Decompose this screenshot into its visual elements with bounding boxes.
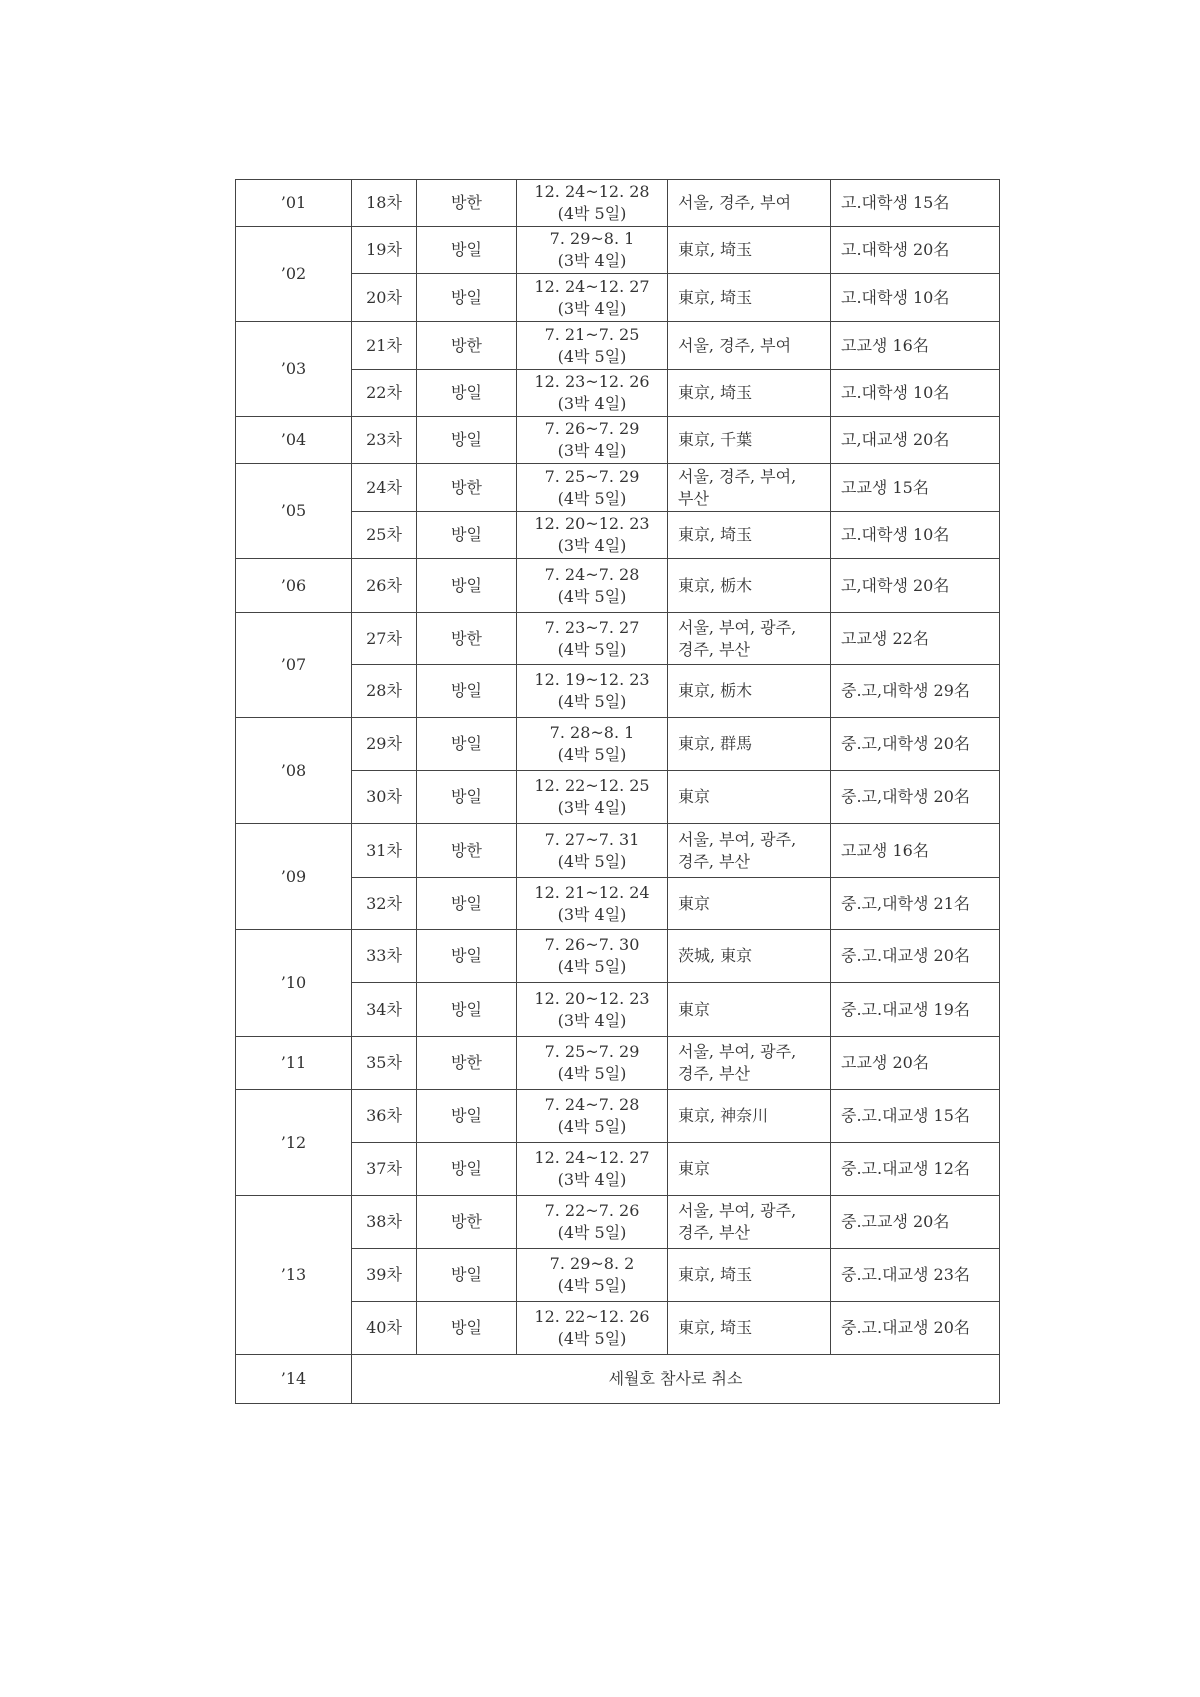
trip-number-cell: 38차 (352, 1196, 417, 1249)
trip-duration: (4박 5일) (557, 692, 627, 711)
participants-cell: 고교생 16名 (831, 322, 1000, 370)
participants-cell: 중.고.대교생 23名 (831, 1249, 1000, 1302)
trip-duration: (4박 5일) (557, 204, 627, 223)
trip-number-cell: 22차 (352, 370, 417, 417)
trip-number-cell: 37차 (352, 1143, 417, 1196)
places-cell: 서울, 부여, 광주, 경주, 부산 (668, 1196, 831, 1249)
dates-cell (517, 983, 668, 1037)
trip-type-cell: 방일 (417, 878, 517, 930)
table-row (236, 464, 1000, 512)
trip-duration: (3박 4일) (557, 536, 627, 555)
date-range: 7. 29~8. 1 (549, 229, 635, 248)
table-row-cancelled (236, 1355, 1000, 1404)
exchange-history-table (235, 179, 1000, 1404)
date-range: 12. 24~12. 27 (534, 1148, 650, 1167)
trip-number-cell: 33차 (352, 930, 417, 983)
date-range: 12. 21~12. 24 (534, 882, 650, 902)
trip-duration: (3박 4일) (557, 1010, 627, 1030)
trip-duration: (3박 4일) (557, 298, 627, 318)
trip-number-cell: 39차 (352, 1249, 417, 1302)
trip-type-cell: 방한 (417, 464, 517, 512)
year-cell: ’14 (236, 1355, 352, 1404)
year-cell: ’05 (236, 464, 352, 559)
trip-duration: (3박 4일) (557, 1170, 627, 1189)
trip-duration: (4박 5일) (557, 586, 627, 606)
places-cell: 東京, 群馬 (668, 718, 831, 771)
dates-cell (517, 824, 668, 878)
participants-cell: 중.고,대학생 20名 (831, 718, 1000, 771)
places-cell: 東京, 埼玉 (668, 274, 831, 322)
places-cell: 東京, 埼玉 (668, 1302, 831, 1355)
year-cell: ’02 (236, 227, 352, 322)
dates-cell (517, 1249, 668, 1302)
year-cell: ’06 (236, 559, 352, 613)
date-range: 12. 20~12. 23 (534, 988, 650, 1008)
trip-type-cell: 방일 (417, 1249, 517, 1302)
places-cell: 東京 (668, 771, 831, 824)
table-row (236, 1037, 1000, 1090)
trip-type-cell: 방일 (417, 1090, 517, 1143)
participants-cell: 중.고.대교생 15名 (831, 1090, 1000, 1143)
participants-cell: 고.대학생 10名 (831, 370, 1000, 417)
places-cell: 東京, 栃木 (668, 665, 831, 718)
dates-cell (517, 1302, 668, 1355)
year-cell: ’03 (236, 322, 352, 417)
date-range: 12. 19~12. 23 (534, 670, 650, 689)
date-range: 7. 26~7. 30 (544, 935, 640, 954)
dates-cell (517, 370, 668, 417)
trip-type-cell: 방일 (417, 227, 517, 274)
year-cell: ’07 (236, 613, 352, 718)
trip-number-cell: 31차 (352, 824, 417, 878)
date-range: 7. 23~7. 27 (544, 617, 640, 637)
participants-cell: 중.고.대교생 12名 (831, 1143, 1000, 1196)
year-cell: ’11 (236, 1037, 352, 1090)
participants-cell: 중.고,대학생 21名 (831, 878, 1000, 930)
year-cell: ’13 (236, 1196, 352, 1355)
date-range: 7. 21~7. 25 (544, 324, 640, 344)
participants-cell: 고교생 16名 (831, 824, 1000, 878)
trip-duration: (4박 5일) (557, 1329, 627, 1348)
trip-number-cell: 35차 (352, 1037, 417, 1090)
year-cell: ’08 (236, 718, 352, 824)
date-range: 7. 24~7. 28 (544, 1095, 640, 1114)
trip-type-cell: 방일 (417, 771, 517, 824)
places-cell: 東京, 栃木 (668, 559, 831, 613)
dates-cell (517, 417, 668, 464)
trip-number-cell: 40차 (352, 1302, 417, 1355)
table-row (236, 180, 1000, 227)
table-row (236, 930, 1000, 983)
date-range: 12. 24~12. 27 (534, 276, 650, 296)
year-cell: ’01 (236, 180, 352, 227)
places-cell: 서울, 경주, 부여 (668, 180, 831, 227)
dates-cell (517, 464, 668, 512)
dates-cell (517, 1037, 668, 1090)
dates-cell (517, 1090, 668, 1143)
trip-number-cell: 24차 (352, 464, 417, 512)
table-row (236, 322, 1000, 370)
participants-cell: 고교생 15名 (831, 464, 1000, 512)
dates-cell (517, 559, 668, 613)
participants-cell: 중.고,대학생 29名 (831, 665, 1000, 718)
trip-duration: (3박 4일) (557, 441, 627, 460)
trip-number-cell: 26차 (352, 559, 417, 613)
places-cell: 東京 (668, 878, 831, 930)
places-cell: 서울, 부여, 광주, 경주, 부산 (668, 824, 831, 878)
trip-duration: (4박 5일) (557, 957, 627, 976)
dates-cell (517, 274, 668, 322)
dates-cell (517, 1143, 668, 1196)
date-range: 7. 25~7. 29 (544, 1042, 640, 1061)
cancellation-note: 세월호 참사로 취소 (352, 1355, 1000, 1404)
trip-duration: (4박 5일) (557, 851, 627, 871)
date-range: 12. 24~12. 28 (534, 182, 650, 201)
trip-type-cell: 방일 (417, 930, 517, 983)
trip-number-cell: 34차 (352, 983, 417, 1037)
trip-duration: (3박 4일) (557, 798, 627, 817)
participants-cell: 고교생 22名 (831, 613, 1000, 665)
participants-cell: 중.고.대교생 20名 (831, 1302, 1000, 1355)
year-cell: ’09 (236, 824, 352, 930)
participants-cell: 고.대학생 20名 (831, 227, 1000, 274)
participants-cell: 중.고.대교생 19名 (831, 983, 1000, 1037)
trip-type-cell: 방일 (417, 370, 517, 417)
dates-cell (517, 227, 668, 274)
places-cell: 東京, 埼玉 (668, 512, 831, 559)
participants-cell: 고.대학생 10名 (831, 512, 1000, 559)
table-row (236, 1090, 1000, 1143)
date-range: 7. 25~7. 29 (544, 466, 640, 486)
trip-duration: (3박 4일) (557, 904, 627, 924)
trip-number-cell: 25차 (352, 512, 417, 559)
trip-number-cell: 21차 (352, 322, 417, 370)
trip-duration: (3박 4일) (557, 251, 627, 270)
places-cell: 東京, 埼玉 (668, 227, 831, 274)
places-cell: 서울, 경주, 부여 (668, 322, 831, 370)
dates-cell (517, 322, 668, 370)
trip-type-cell: 방한 (417, 180, 517, 227)
trip-type-cell: 방한 (417, 824, 517, 878)
dates-cell (517, 718, 668, 771)
trip-number-cell: 19차 (352, 227, 417, 274)
trip-type-cell: 방한 (417, 1196, 517, 1249)
participants-cell: 고,대학생 20名 (831, 559, 1000, 613)
trip-type-cell: 방일 (417, 417, 517, 464)
date-range: 7. 24~7. 28 (544, 564, 640, 584)
dates-cell (517, 665, 668, 718)
table-row (236, 1196, 1000, 1249)
trip-duration: (4박 5일) (557, 1276, 627, 1295)
participants-cell: 고교생 20名 (831, 1037, 1000, 1090)
participants-cell: 고.대학생 15名 (831, 180, 1000, 227)
places-cell: 茨城, 東京 (668, 930, 831, 983)
places-cell: 東京 (668, 983, 831, 1037)
table-row (236, 417, 1000, 464)
participants-cell: 중.고,대학생 20名 (831, 771, 1000, 824)
date-range: 7. 29~8. 2 (549, 1254, 635, 1273)
date-range: 12. 22~12. 26 (534, 1307, 650, 1326)
trip-number-cell: 20차 (352, 274, 417, 322)
dates-cell (517, 771, 668, 824)
places-cell: 東京 (668, 1143, 831, 1196)
dates-cell (517, 930, 668, 983)
trip-type-cell: 방일 (417, 1143, 517, 1196)
year-cell: ’12 (236, 1090, 352, 1196)
date-range: 7. 22~7. 26 (544, 1201, 640, 1220)
participants-cell: 고.대학생 10名 (831, 274, 1000, 322)
dates-cell (517, 180, 668, 227)
trip-type-cell: 방일 (417, 274, 517, 322)
date-range: 12. 20~12. 23 (534, 514, 650, 533)
trip-number-cell: 23차 (352, 417, 417, 464)
table-row (236, 718, 1000, 771)
places-cell: 서울, 경주, 부여, 부산 (668, 464, 831, 512)
trip-type-cell: 방일 (417, 718, 517, 771)
trip-type-cell: 방한 (417, 322, 517, 370)
places-cell: 東京, 千葉 (668, 417, 831, 464)
dates-cell (517, 1196, 668, 1249)
table-row (236, 227, 1000, 274)
trip-duration: (4박 5일) (557, 346, 627, 366)
places-cell: 서울, 부여, 광주, 경주, 부산 (668, 613, 831, 665)
places-cell: 東京, 神奈川 (668, 1090, 831, 1143)
trip-type-cell: 방한 (417, 1037, 517, 1090)
year-cell: ’04 (236, 417, 352, 464)
trip-type-cell: 방일 (417, 512, 517, 559)
participants-cell: 고,대교생 20名 (831, 417, 1000, 464)
table-row (236, 559, 1000, 613)
trip-number-cell: 29차 (352, 718, 417, 771)
dates-cell (517, 512, 668, 559)
date-range: 12. 22~12. 25 (534, 776, 650, 795)
trip-duration: (4박 5일) (557, 1223, 627, 1242)
date-range: 12. 23~12. 26 (534, 372, 650, 391)
places-cell: 東京, 埼玉 (668, 370, 831, 417)
date-range: 7. 28~8. 1 (549, 723, 635, 742)
table-row (236, 824, 1000, 878)
trip-type-cell: 방일 (417, 665, 517, 718)
trip-duration: (4박 5일) (557, 745, 627, 764)
table-row (236, 613, 1000, 665)
dates-cell (517, 613, 668, 665)
trip-type-cell: 방일 (417, 1302, 517, 1355)
places-cell: 서울, 부여, 광주, 경주, 부산 (668, 1037, 831, 1090)
participants-cell: 중.고.대교생 20名 (831, 930, 1000, 983)
trip-duration: (4박 5일) (557, 488, 627, 508)
trip-number-cell: 36차 (352, 1090, 417, 1143)
trip-type-cell: 방일 (417, 559, 517, 613)
date-range: 7. 27~7. 31 (544, 829, 640, 849)
trip-type-cell: 방한 (417, 613, 517, 665)
trip-duration: (4박 5일) (557, 639, 627, 659)
trip-duration: (4박 5일) (557, 1117, 627, 1136)
trip-type-cell: 방일 (417, 983, 517, 1037)
trip-duration: (4박 5일) (557, 1064, 627, 1083)
trip-duration: (3박 4일) (557, 394, 627, 413)
trip-number-cell: 28차 (352, 665, 417, 718)
trip-number-cell: 30차 (352, 771, 417, 824)
participants-cell: 중.고교생 20名 (831, 1196, 1000, 1249)
places-cell: 東京, 埼玉 (668, 1249, 831, 1302)
trip-number-cell: 27차 (352, 613, 417, 665)
dates-cell (517, 878, 668, 930)
year-cell: ’10 (236, 930, 352, 1037)
date-range: 7. 26~7. 29 (544, 419, 640, 438)
trip-number-cell: 32차 (352, 878, 417, 930)
trip-number-cell: 18차 (352, 180, 417, 227)
